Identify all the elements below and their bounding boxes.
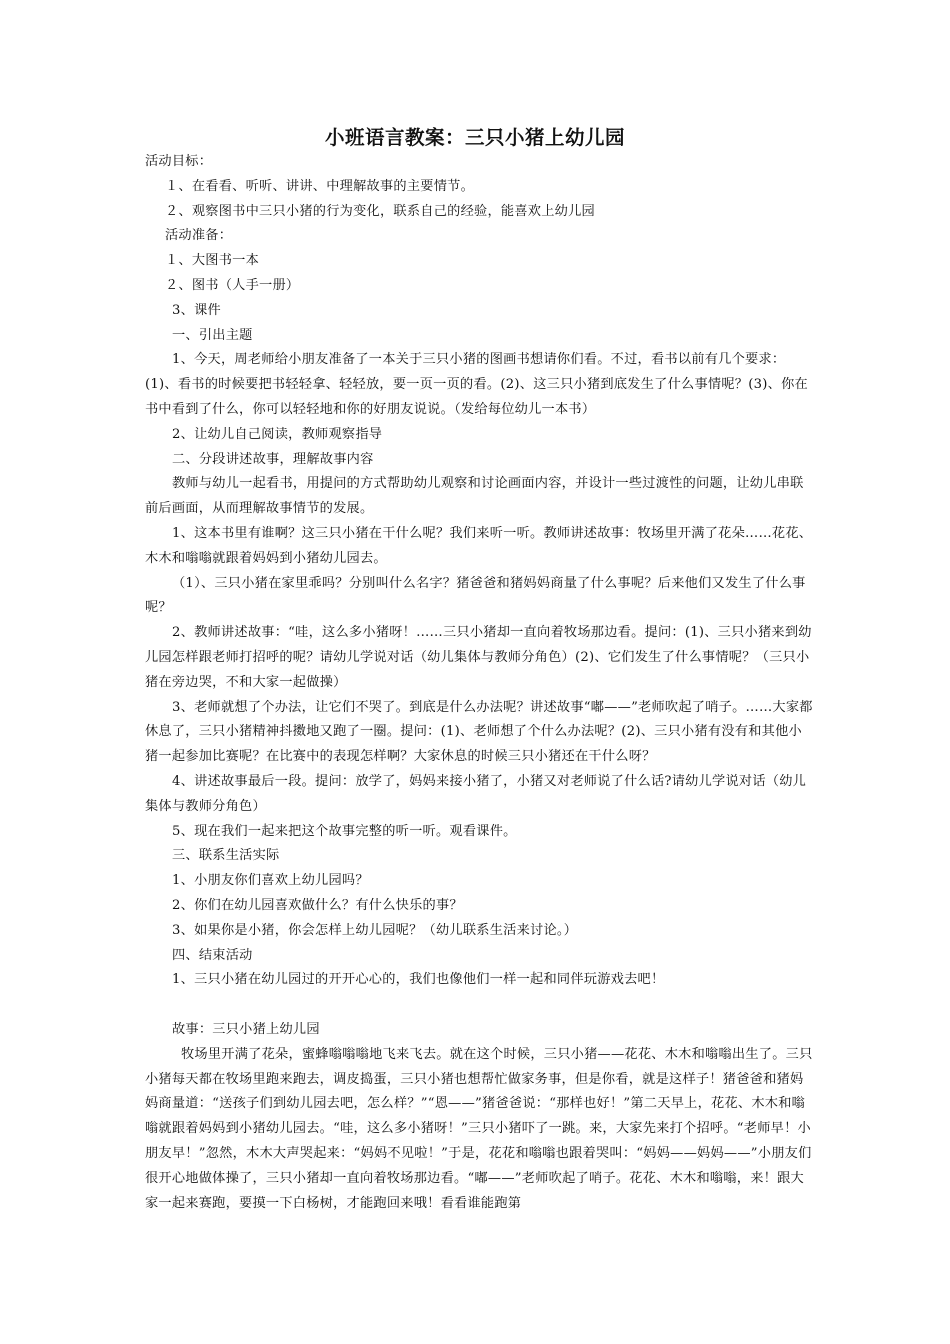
section-heading: 二、分段讲述故事，理解故事内容	[172, 451, 374, 467]
section-heading: 三、联系生活实际	[172, 848, 280, 864]
paragraph: 教师与幼儿一起看书，用提问的方式帮助幼儿观察和讨论画面内容，并设计一些过渡性的问题，让幼儿串联前后画面，从而理解故事情节的发展。	[145, 476, 804, 517]
story-paragraph: 牧场里开满了花朵，蜜蜂嗡嗡嗡地飞来飞去。就在这个时候，三只小猪——花花、木木和嗡嗡出生了。三只小猪每天都在牧场里跑来跑去，调皮捣蛋，三只小猪也想帮忙做家务事，但是你看，就是这样子！猪爸爸和猪妈妈商量道：“送孩子们到幼儿园去吧，怎么样？”“恩——”猪爸爸说：“那样也好！”第二天早上，花花、木木和嗡嗡就跟着妈妈到小猪幼儿园去。“哇，这么多小猪呀！”三只小猪吓了一跳。来，大家先来打个招呼。“老师早！小朋友早！”忽然，木木大声哭起来：“妈妈不见啦！”于是，花花和嗡嗡也跟着哭叫：“妈妈——妈妈——”小朋友们很开心地做体操了，三只小猪却一直向着牧场那边看。“嘟——”老师吹起了哨子。花花、木木和嗡嗡，来！跟大家一起来赛跑，要摸一下白杨树，才能跑回来哦！看看谁能跑第	[145, 1046, 813, 1211]
section-heading: 一、引出主题	[172, 327, 253, 343]
paragraph: （1）、三只小猪在家里乖吗？分别叫什么名字？猪爸爸和猪妈妈商量了什么事呢？后来他们又发生了什么事呢？	[145, 575, 806, 616]
list-item: １、大图书一本	[165, 253, 260, 269]
list-item: １、在看看、听听、讲讲、中理解故事的主要情节。	[165, 178, 475, 194]
document-body	[145, 150, 813, 1216]
paragraph: 1、今天，周老师给小朋友准备了一本关于三只小猪的图画书想请你们看。不过，看书以前有几个要求：(1)、看书的时候要把书轻轻拿、轻轻放，要一页一页的看。(2)、这三只小猪到底发生了什么事情呢？(3)、你在书中看到了什么，你可以轻轻地和你的好朋友说说。（发给每位幼儿一本书）	[145, 352, 808, 417]
document-title: 小班语言教案：三只小猪上幼儿园	[324, 126, 625, 149]
spacer	[145, 993, 813, 1018]
story-title: 故事：三只小猪上幼儿园	[172, 1022, 320, 1038]
paragraph: 3、老师就想了个办法，让它们不哭了。到底是什么办法呢？讲述故事“嘟——”老师吹起了哨子。……大家都休息了，三只小猪精神抖擞地又跑了一圈。提问：(1)、老师想了个什么办法呢？(2)、三只小猪有没有和其他小猪一起参加比赛呢？在比赛中的表现怎样啊？大家休息的时候三只小猪还在干什么呀？	[145, 699, 813, 765]
paragraph: 2、教师讲述故事：“哇，这么多小猪呀！……三只小猪却一直向着牧场那边看。提问：(1)、三只小猪来到幼儿园怎样跟老师打招呼的呢？请幼儿学说对话（幼儿集体与教师分角色）(2)、它们发生了什么事情呢？（三只小猪在旁边哭，不和大家一起做操）	[145, 625, 812, 690]
list-item: ２、观察图书中三只小猪的行为变化，联系自己的经验，能喜欢上幼儿园	[165, 203, 595, 219]
list-item: ２、图书（人手一册）	[165, 277, 300, 293]
section-heading: 活动准备：	[165, 228, 233, 244]
paragraph: 2、让幼儿自己阅读，教师观察指导	[172, 426, 383, 442]
section-heading: 四、结束活动	[172, 947, 253, 963]
list-item: 3、如果你是小猪，你会怎样上幼儿园呢？（幼儿联系生活来讨论。）	[172, 922, 578, 938]
paragraph: 1、这本书里有谁啊？这三只小猪在干什么呢？我们来听一听。教师讲述故事：牧场里开满了花朵……花花、木木和嗡嗡就跟着妈妈到小猪幼儿园去。	[145, 525, 813, 566]
paragraph: 4、讲述故事最后一段。提问：放学了，妈妈来接小猪了，小猪又对老师说了什么话?请幼儿学说对话（幼儿集体与教师分角色）	[145, 773, 807, 814]
list-item: 3、课件	[172, 302, 221, 318]
paragraph: 5、现在我们一起来把这个故事完整的听一听。观看课件。	[172, 823, 517, 839]
list-item: 2、你们在幼儿园喜欢做什么？有什么快乐的事？	[172, 897, 463, 913]
section-heading: 活动目标：	[145, 154, 213, 169]
list-item: 1、小朋友你们喜欢上幼儿园吗？	[172, 873, 369, 889]
paragraph: 1、三只小猪在幼儿园过的开开心心的，我们也像他们一样一起和同伴玩游戏去吧！	[172, 972, 665, 988]
